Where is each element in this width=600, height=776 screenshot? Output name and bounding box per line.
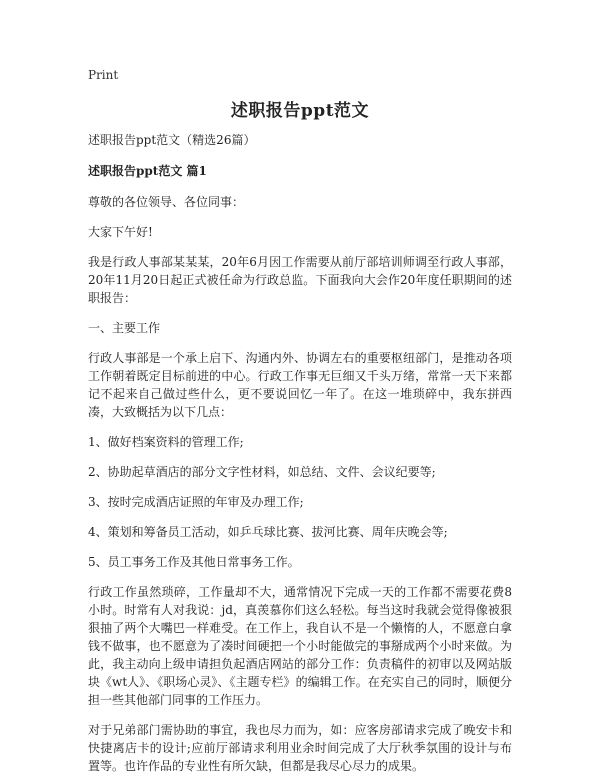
list-item-2: 2、协助起草酒店的部分文字性材料，如总结、文件、会议纪要等;: [88, 465, 436, 479]
document-title: 述职报告ppt范文: [230, 101, 370, 121]
paragraph-intro: 我是行政人事部某某某，20年6月因工作需要从前厅部培训师调至行政人事部，20年11月20日起正式被任命为行政总监。下面我向大会作20年度任职期间的述职报告：: [88, 255, 512, 305]
heading-main-work: 一、主要工作: [88, 321, 161, 335]
document-subtitle: 述职报告ppt范文（精选26篇）: [88, 133, 256, 147]
list-item-3: 3、按时完成酒店证照的年审及办理工作;: [88, 495, 304, 509]
print-label[interactable]: Print: [88, 68, 119, 82]
paragraph-department: 行政人事部是一个承上启下、沟通内外、协调左右的重要枢纽部门，是推动各项工作朝着既定目标前进的中心。行政工作事无巨细又千头万绪，常常一天下来都记不起来自己做过些什么，更不要说回忆一年了。在这一堆琐碎中，我东拼西凑，大致概括为以下几点：: [88, 351, 512, 419]
list-item-5: 5、员工事务工作及其他日常事务工作。: [88, 555, 300, 569]
paragraph-salutation: 尊敬的各位领导、各位同事：: [88, 195, 245, 209]
paragraph-workload: 行政工作虽然琐碎，工作量却不大，通常情况下完成一天的工作都不需要花费8小时。时常有人对我说：jd，真羡慕你们这么轻松。每当这时我就会觉得像被狠狠抽了两个大嘴巴一样难受。在工作上，我自认不是一个懒惰的人，不愿意白拿钱不做事，也不愿意为了凑时间硬把一个小时能做完的事掰成两个小时来做。为此，我主动向上级申请担负起酒店网站的部分工作：负责稿件的初审以及网站版块《wt人》、《职场心灵》、《主题专栏》的编辑工作。在充实自己的同时，顺便分担一些其他部门同事的工作压力。: [88, 585, 512, 707]
paragraph-greeting: 大家下午好!: [88, 225, 153, 239]
paragraph-assistance: 对于兄弟部门需协助的事宜，我也尽力而为，如：应客房部请求完成了晚安卡和快捷离店卡的设计;应前厅部请求利用业余时间完成了大厅秋季氛围的设计与布置等。也许作品的专业性有所欠缺，但都是我尽心尽力的成果。: [88, 723, 512, 773]
list-item-1: 1、做好档案资料的管理工作;: [88, 435, 244, 449]
section-title: 述职报告ppt范文 篇1: [88, 164, 207, 178]
list-item-4: 4、策划和筹备员工活动，如乒乓球比赛、拔河比赛、周年庆晚会等;: [88, 525, 448, 539]
